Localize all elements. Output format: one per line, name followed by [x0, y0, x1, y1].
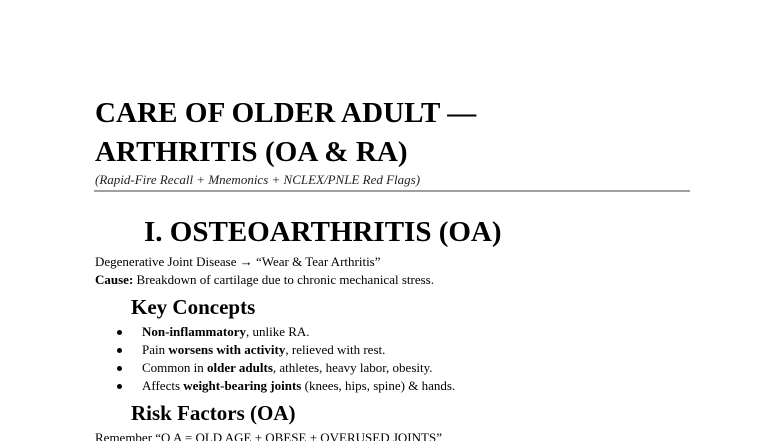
synonym-line: Degenerative Joint Disease → “Wear & Tear Arthritis” — [95, 254, 381, 269]
list-item-pre: Common in — [142, 360, 208, 375]
document-title — [95, 94, 476, 172]
list-item — [116, 341, 455, 359]
bullet-icon — [117, 348, 122, 353]
key-concepts-heading: Key Concepts — [131, 295, 256, 319]
title-divider — [94, 190, 690, 192]
bullet-icon — [117, 384, 122, 389]
list-item-pre: Pain — [142, 342, 169, 357]
key-concepts-list — [116, 323, 455, 395]
cause-text: Breakdown of cartilage due to chronic mechanical stress. — [133, 272, 434, 287]
list-item-pre: Affects — [142, 378, 184, 393]
document-subtitle: (Rapid-Fire Recall + Mnemonics + NCLEX/PNLE Red Flags) — [95, 172, 421, 187]
cause-line — [95, 272, 434, 288]
list-item-bold: older adults — [207, 360, 273, 375]
title-line-2: ARTHRITIS (OA & RA) — [95, 136, 408, 168]
list-item — [116, 359, 455, 377]
list-item — [116, 323, 455, 341]
title-line-1: CARE OF OLDER ADULT — — [95, 97, 477, 129]
cause-label: Cause: — [95, 272, 134, 287]
risk-factors-heading: Risk Factors (OA) — [131, 401, 296, 425]
list-item — [116, 377, 455, 395]
list-item-bold: weight-bearing joints — [183, 378, 302, 393]
remember-mnemonic: Remember “O A = OLD AGE + OBESE + OVERUSED JOINTS” — [95, 430, 442, 441]
list-item-bold: worsens with activity — [168, 342, 286, 357]
list-item-text: (knees, hips, spine) & hands. — [301, 378, 456, 393]
bullet-icon — [117, 330, 122, 335]
list-item-text: , relieved with rest. — [285, 342, 386, 357]
section-heading-osteoarthritis: I. OSTEOARTHRITIS (OA) — [144, 216, 502, 248]
list-item-bold: Non-inflammatory — [142, 324, 246, 339]
bullet-icon — [117, 366, 122, 371]
list-item-text: , athletes, heavy labor, obesity. — [272, 360, 433, 375]
list-item-text: , unlike RA. — [246, 324, 310, 339]
